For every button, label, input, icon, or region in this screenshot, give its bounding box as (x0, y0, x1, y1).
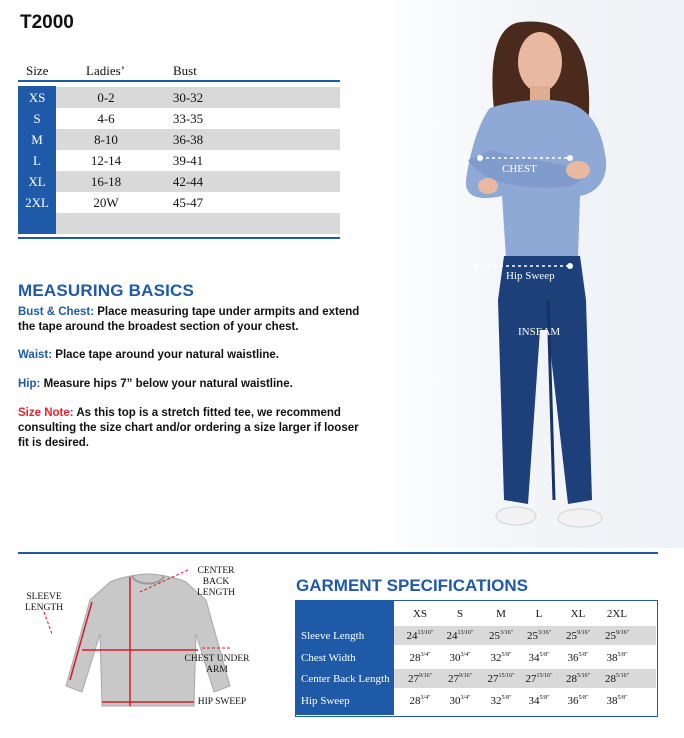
spec-value-whole: 32 (490, 651, 502, 664)
size-column-header: XS (412, 608, 428, 620)
hip-sweep-label: HIP SWEEP (197, 697, 247, 707)
bust-cell: 42-44 (172, 174, 204, 189)
bust-cell: 39-41 (172, 153, 204, 168)
bust-cell: 30-32 (172, 90, 204, 105)
spec-row-label: Center Back Length (301, 673, 390, 685)
spec-value-cell (519, 630, 559, 642)
spec-value-cell (519, 673, 559, 685)
spec-row-label: Sleeve Length (301, 630, 365, 642)
spec-value-fraction: 5/8" (501, 694, 512, 701)
spec-value-whole: 25 (604, 630, 616, 642)
ladies-cell: 0-2 (97, 90, 115, 105)
spec-value-fraction: 5/8" (617, 694, 628, 701)
spec-value-cell (597, 695, 637, 707)
bust-text: Place measuring tape under armpits and extend the tape around the broadest section of your chest. (18, 306, 360, 333)
ladies-cell: 4-6 (97, 111, 115, 126)
spec-value-whole: 25 (565, 630, 577, 642)
size-column-header: 2XL (606, 608, 628, 620)
spec-value-whole: 36 (567, 694, 579, 707)
spec-row-label: Chest Width (301, 651, 356, 664)
chest-photo-label: CHEST (502, 163, 537, 175)
size-header: Size (26, 63, 49, 78)
size-cell: 2XL (25, 195, 49, 210)
garment-specs-title: GARMENT SPECIFICATIONS (296, 576, 529, 595)
spec-value-whole: 27 (447, 673, 459, 685)
spec-value-whole: 27 (525, 673, 537, 685)
spec-value-cell (440, 652, 480, 664)
chest-under-arm-label: CHEST UNDER ARM (184, 654, 250, 675)
size-chart-row (18, 192, 340, 213)
bust-cell: 33-35 (172, 111, 204, 126)
spec-value-fraction: 3/4" (420, 694, 431, 701)
spec-value-cell (597, 652, 637, 664)
size-chart-bottom-rule (18, 237, 340, 239)
spec-value-cell (558, 652, 598, 664)
ladies-header: Ladies’ (86, 63, 125, 78)
hip-label: Hip: (18, 378, 41, 390)
spec-value-fraction: 9/16" (576, 630, 591, 636)
size-column-header: XL (570, 608, 586, 620)
spec-value-whole: 30 (449, 651, 461, 664)
spec-value-fraction: 5/8" (539, 694, 550, 701)
spec-value-cell (400, 652, 440, 664)
size-note-text: As this top is a stretch fitted tee, we recommend consulting the size chart and/or ordering a size larger if looser fit is desired. (18, 407, 359, 449)
size-column-header: S (456, 608, 464, 620)
spec-value-cell (400, 673, 440, 685)
waist-instruction (18, 348, 368, 363)
spec-value-whole: 25 (488, 630, 500, 642)
spec-value-fraction: 15/16" (536, 673, 553, 679)
spec-value-fraction: 5/8" (617, 651, 628, 658)
spec-value-fraction: 9/16" (615, 630, 630, 636)
size-cell: XL (28, 174, 46, 189)
spec-value-whole: 28 (409, 694, 421, 707)
spec-value-fraction: 5/8" (578, 694, 589, 701)
measuring-basics-title: MEASURING BASICS (18, 281, 195, 300)
spec-value-whole: 34 (528, 651, 540, 664)
hip-instruction (18, 377, 368, 392)
spec-value-whole: 34 (528, 694, 540, 707)
center-back-length-label: CENTER BACK LENGTH (197, 566, 235, 598)
spec-value-fraction: 3/4" (460, 694, 471, 701)
spec-value-fraction: 13/16" (417, 630, 434, 636)
ladies-cell: 8-10 (94, 132, 118, 147)
spec-value-cell (481, 673, 521, 685)
spec-value-whole: 36 (567, 651, 579, 664)
spec-value-fraction: 15/16" (498, 673, 515, 679)
spec-value-whole: 28 (409, 651, 421, 664)
spec-value-cell (440, 630, 480, 642)
spec-value-fraction: 13/16" (457, 630, 474, 636)
spec-value-cell (440, 673, 480, 685)
size-chart-row (18, 108, 340, 129)
row-band (56, 213, 340, 234)
spec-value-whole: 27 (487, 673, 499, 685)
size-chart-row (18, 87, 340, 108)
bust-label: Bust & Chest: (18, 306, 95, 318)
spec-value-fraction: 9/16" (458, 673, 473, 679)
spec-value-whole: 25 (526, 630, 538, 642)
spec-value-fraction: 5/8" (501, 651, 512, 658)
spec-value-whole: 38 (606, 651, 618, 664)
spec-value-cell (400, 630, 440, 642)
spec-value-cell (481, 695, 521, 707)
spec-value-whole: 28 (604, 673, 616, 685)
spec-value-cell (400, 695, 440, 707)
spec-value-fraction: 3/4" (420, 651, 431, 658)
size-chart-top-rule (18, 80, 340, 82)
spec-value-fraction: 3/16" (537, 630, 552, 636)
bust-instruction (18, 305, 368, 335)
spec-value-cell (597, 630, 637, 642)
spec-value-cell (558, 673, 598, 685)
spec-value-fraction: 9/16" (418, 673, 433, 679)
ladies-cell: 16-18 (90, 174, 122, 189)
size-chart-row (18, 213, 340, 234)
inseam-photo-label: INSEAM (518, 326, 561, 338)
size-cell: L (33, 153, 41, 168)
bust-cell: 45-47 (172, 195, 204, 210)
spec-value-fraction: 3/16" (499, 630, 514, 636)
spec-value-fraction: 3/4" (460, 651, 471, 658)
spec-value-fraction: 5/8" (578, 651, 589, 658)
size-note (18, 406, 368, 451)
size-note-label: Size Note: (18, 407, 74, 419)
spec-value-cell (597, 673, 637, 685)
spec-value-cell (519, 695, 559, 707)
spec-value-cell (481, 652, 521, 664)
size-cell: XS (28, 90, 46, 105)
size-column-header: L (535, 608, 543, 620)
spec-value-fraction: 5/16" (615, 673, 630, 679)
bust-cell: 36-38 (172, 132, 204, 147)
sleeve-length-label: SLEEVE LENGTH (25, 592, 63, 613)
spec-value-cell (558, 630, 598, 642)
spec-value-cell (440, 695, 480, 707)
size-chart-header (18, 63, 340, 79)
size-chart-row (18, 171, 340, 192)
spec-value-whole: 24 (406, 630, 418, 642)
waist-label: Waist: (18, 349, 53, 361)
spec-value-whole: 27 (407, 673, 419, 685)
spec-value-fraction: 5/16" (576, 673, 591, 679)
spec-value-whole: 24 (446, 630, 458, 642)
section-divider (18, 552, 658, 554)
spec-value-whole: 30 (449, 694, 461, 707)
spec-value-whole: 32 (490, 694, 502, 707)
size-cell: S (33, 111, 41, 126)
size-cell: M (31, 132, 43, 147)
product-title: T2000 (20, 12, 74, 33)
ladies-cell: 20W (93, 195, 119, 210)
ladies-cell: 12-14 (90, 153, 122, 168)
waist-text: Place tape around your natural waistline. (55, 349, 279, 361)
size-chart-row (18, 150, 340, 171)
spec-value-whole: 28 (565, 673, 577, 685)
spec-row-label: Hip Sweep (301, 694, 350, 707)
spec-value-fraction: 5/8" (539, 651, 550, 658)
hip-sweep-photo-label: Hip Sweep (506, 270, 555, 282)
hip-text: Measure hips 7” below your natural waistline. (43, 378, 293, 390)
spec-value-cell (481, 630, 521, 642)
size-chart-row (18, 129, 340, 150)
spec-value-whole: 38 (606, 694, 618, 707)
size-column-header: M (496, 608, 506, 620)
bust-header: Bust (173, 63, 197, 78)
spec-value-cell (519, 652, 559, 664)
spec-value-cell (558, 695, 598, 707)
